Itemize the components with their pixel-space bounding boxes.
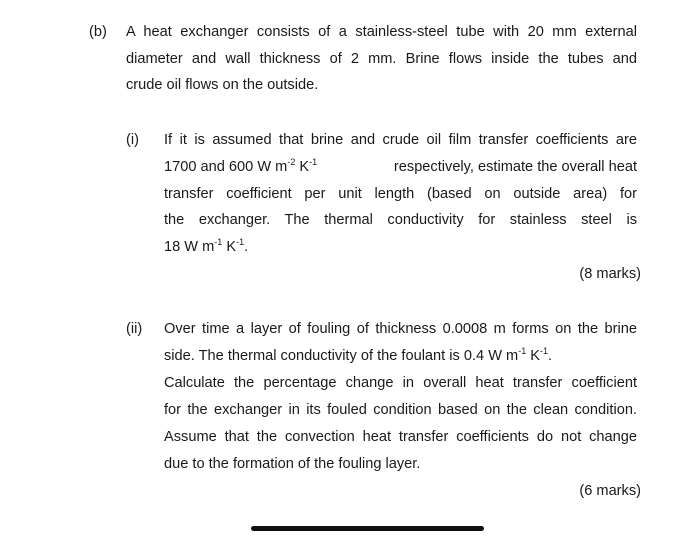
part-ii-line-3: Calculate the percentage change in overall heat transfer coefficient [164,375,637,391]
home-indicator-bar[interactable] [251,526,484,531]
part-b-line-1: A heat exchanger consists of a stainless-steel tube with 20 mm external [126,24,637,40]
part-i-line-5: 18 W $m^{-1}$ $K^{-1}$. [164,237,249,255]
part-b-line-3: crude oil flows on the outside. [126,77,319,93]
part-i-label: (i) [126,132,139,148]
part-ii-label: (ii) [126,321,143,337]
part-i-line-2-units: 1700 and 600 W $m^{-2}$ $K^{-1}$ [164,157,318,175]
part-ii-line-1: Over time a layer of fouling of thickness 0.0008 m forms on the brine [164,321,637,337]
part-ii-line-2: side. The thermal conductivity of the foulant is 0.4 W $m^{-1}$ $K^{-1}$. [164,346,553,364]
part-i-line-2 [164,159,637,175]
part-b-line-2: diameter and wall thickness of 2 mm. Brine flows inside the tubes and [126,51,637,67]
part-i-line-4: the exchanger. The thermal conductivity for stainless steel is [164,212,637,228]
part-ii-marks: (6 marks) [579,483,641,499]
part-i-line-2-rest: respectively, estimate the overall heat [393,159,637,175]
part-ii-line-4: for the exchanger in its fouled condition based on the clean condition. [164,402,637,418]
part-i-line-3: transfer coefficient per unit length (based on outside area) for [164,186,637,202]
part-b-label: (b) [89,24,107,40]
part-i-line-1: If it is assumed that brine and crude oil film transfer coefficients are [164,132,637,148]
part-ii-line-5: Assume that the convection heat transfer coefficients do not change [164,429,637,445]
part-ii-line-6: due to the formation of the fouling layer. [164,456,421,472]
part-i-marks: (8 marks) [579,266,641,282]
